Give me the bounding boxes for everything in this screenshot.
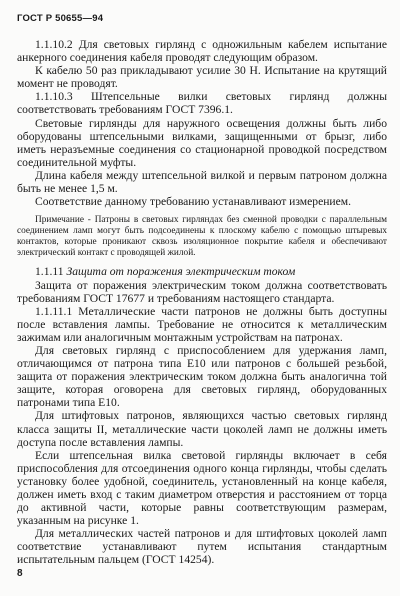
section-heading (17, 265, 387, 278)
paragraph-1-1-10-3: 1.1.10.3 Штепсельные вилки световых гирлянд должны соответствовать требованиям ГОСТ 7396.1. (17, 90, 387, 117)
paragraph-test-finger: Для металлических частей патронов и для штифтовых цоколей ламп соответствие устанавливают путем испытания стандартным испытательным пальцем (ГОСТ 14254). (17, 527, 387, 567)
paragraph-1-1-11-1: 1.1.11.1 Металлические части патронов не должны быть доступны после вставления лампы. Требование не относится к металлическим зажимам или аналогичным монтажным устройствам на патронах. (17, 304, 387, 344)
paragraph-compliance-measurement: Соответствие данному требованию устанавливают измерением. (35, 195, 352, 209)
paragraph-cable-length: Длина кабеля между штепсельной вилкой и первым патроном должна быть не менее 1,5 м. (17, 168, 387, 196)
section-title: Защита от поражения электрическим током (66, 265, 296, 279)
note-paragraph: Примечание - Патроны в световых гирляндах без сменной проводки с параллельным соединением ламп могут быть подсоединены к плоскому кабелю с помощью штыревых контактов, которые проникают сквозь изоляционное покрытие кабеля и обеспечивают электрический контакт с проводящей жилой. (17, 215, 387, 258)
paragraph-cable-force: К кабелю 50 раз прикладывают усилие 30 Н. Испытание на крутящий момент не проводят. (17, 64, 387, 91)
page-content (17, 38, 387, 567)
page-number: 8 (17, 568, 23, 579)
page-header: ГОСТ Р 50655—94 (17, 13, 104, 24)
paragraph-pin-holders: Для штифтовых патронов, являющихся частью световых гирлянд класса защиты II, металлические части цоколей ламп не должны иметь доступа после вставления лампы. (17, 409, 387, 449)
paragraph-lamp-holders: Для световых гирлянд с приспособлением для удержания ламп, отличающимся от патрона типа E10 или патронов с большей резьбой, защита от поражения электрическим током должна быть аналогична той защите, которая оговорена для световых гирлянд, оборудованных патронами типа E10. (17, 343, 387, 410)
paragraph-1-1-10-2: 1.1.10.2 Для световых гирлянд с одножильным кабелем испытание анкерного соединения кабеля проводят следующим образом. (17, 38, 387, 65)
section-number: 1.1.11 (35, 265, 64, 279)
paragraph-outdoor-garlands: Световые гирлянды для наружного освещения должны быть либо оборудованы штепсельными вилками, защищенными от брызг, либо иметь неразъемные соединения со стационарной проводкой посредством соединительной муфты. (17, 116, 387, 169)
paragraph-protection-requirements: Защита от поражения электрическим током должна соответствовать требованиям ГОСТ 17677 и требованиям настоящего стандарта. (17, 278, 387, 305)
paragraph-plug-disconnect: Если штепсельная вилка световой гирлянды включает в себя приспособления для отсоединения одного конца гирлянды, чтобы сделать установку более удобной, соединитель, установленный на конце кабеля, должен иметь вход с таким диаметром отверстия и расстоянием от торца до активной части, которые равны соответствующим размерам, указанным на рисунке 1. (17, 448, 387, 528)
